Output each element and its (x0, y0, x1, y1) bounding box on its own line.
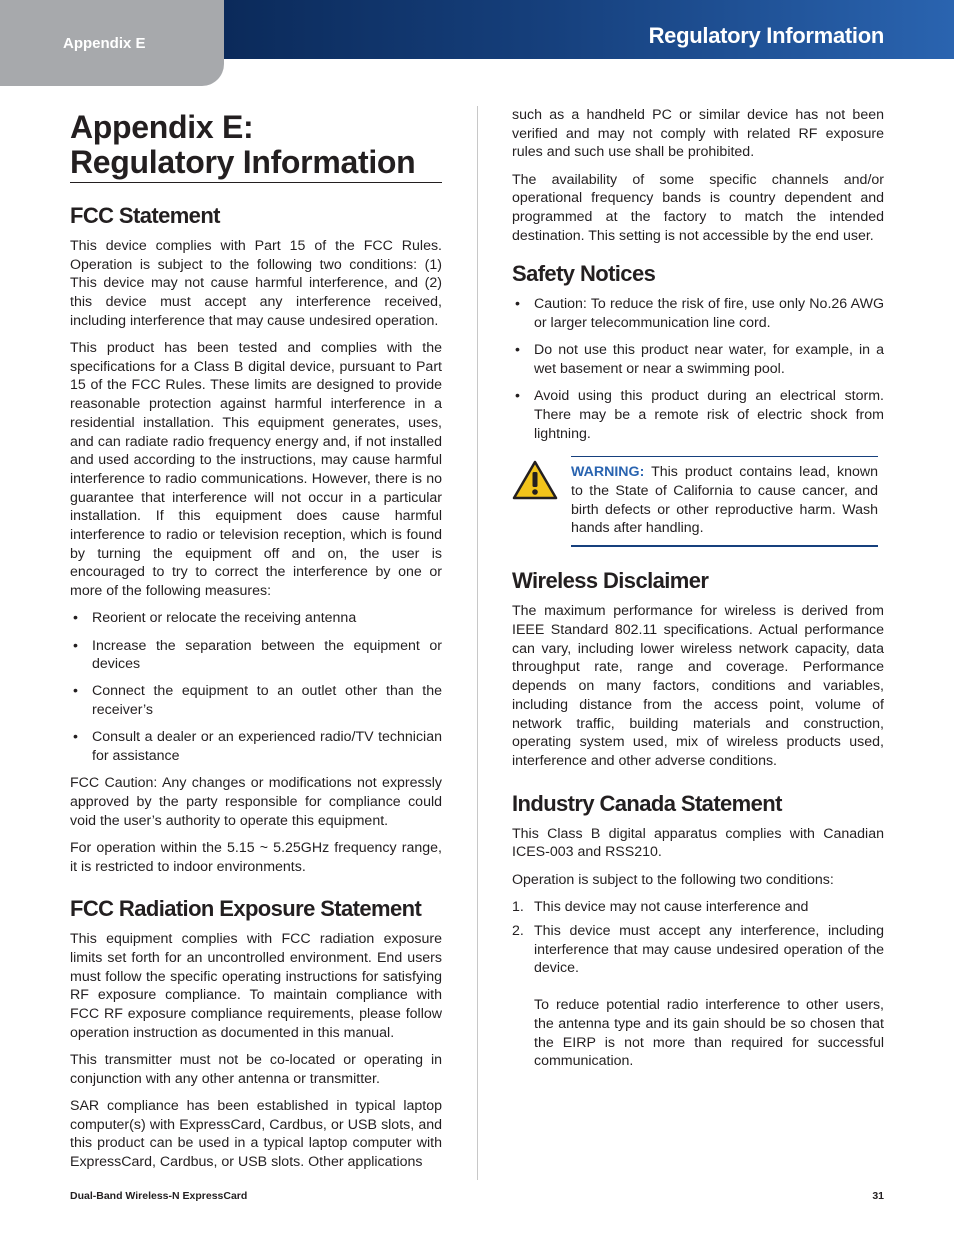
fcc-paragraph-1: This device complies with Part 15 of the FCC Rules. Operation is subject to the following two conditions: (1) This device may not cause harmful interference, and (2) this device must accept any interference received, including interference that may cause undesired operation. (70, 238, 442, 329)
warning-triangle-icon (512, 460, 558, 500)
list-item: • Consult a dealer or an experienced radio/TV technician for assistance (70, 728, 442, 765)
list-text: This device must accept any interference, including interference that may cause undesired operation of the device. (534, 922, 884, 977)
list-extra-text: To reduce potential radio interference to other users, the antenna type and its gain should be so chosen that the EIRP is not more than required for successful communication. (534, 997, 884, 1070)
page-title-line2: Regulatory Information (70, 144, 416, 180)
column-divider (477, 106, 478, 1180)
list-item (512, 922, 884, 1071)
wireless-paragraph: The maximum performance for wireless is derived from IEEE Standard 802.11 specifications. Actual performance can vary, including lower wireless network capacity, data throughput rate, range and coverage. Performance depends on many factors, conditions and variables, including distance from the access point, volume of network traffic, building materials and construction, operating system used, mix of wireless products used, interference and other adverse conditions. (512, 603, 884, 769)
fcc-caution: FCC Caution: Any changes or modifications not expressly approved by the party responsible for compliance could void the user’s authority to operate this equipment. (70, 775, 442, 829)
warning-text: This product contains lead, known to the State of California to cause cancer, and birth defects or other reproductive harm. Wash hands after handling. (571, 464, 878, 537)
page-title (70, 110, 442, 183)
warning-text-box (571, 456, 878, 547)
continued-paragraph-1: such as a handheld PC or similar device has not been verified and may not comply with related RF exposure rules and such use shall be prohibited. (512, 107, 884, 161)
fcc-paragraph-2: This product has been tested and complies with the specifications for a Class B digital device, pursuant to Part 15 of the FCC Rules. These limits are designed to provide reasonable protection against harmful interference in a residential installation. This equipment generates, uses, and can radiate radio frequency energy and, if not installed and used according to the instructions, may cause harmful interference to radio communications. However, there is no guarantee that interference will not occur in a particular installation. If this equipment does cause harmful interference to radio or television reception, which is found by turning the equipment off and on, the user is encouraged to try to correct the interference by one or more of the following measures: (70, 340, 442, 600)
fcc-statement-heading: FCC Statement (70, 203, 220, 228)
radiation-exposure-heading: FCC Radiation Exposure Statement (70, 896, 422, 922)
safety-notices-heading: Safety Notices (512, 261, 656, 287)
page-title-line1: Appendix E: (70, 109, 254, 145)
radiation-paragraph-3: SAR compliance has been established in typical laptop computer(s) with ExpressCard, Cardbus, or USB slots, and this product can be used in a typical laptop computer with ExpressCard, Cardbus, or USB slots. Other applications (70, 1097, 442, 1171)
section-title: Regulatory Information (648, 23, 884, 48)
radiation-paragraph-1: This equipment complies with FCC radiation exposure limits set forth for an uncontrolled environment. End users must follow the specific operating instructions for satisfying RF exposure compliance. To maintain compliance with FCC RF exposure compliance requirements, please follow operation instruction as documented in this manual. (70, 931, 442, 1041)
list-item: • Connect the equipment to an outlet other than the receiver’s (70, 682, 442, 719)
ic-paragraph-1: This Class B digital apparatus complies with Canadian ICES-003 and RSS210. (512, 825, 884, 861)
header-bar (224, 0, 954, 59)
industry-canada-heading: Industry Canada Statement (512, 790, 782, 816)
list-text: This device may not cause interference and (534, 898, 809, 915)
header-tab-label: Appendix E (63, 35, 146, 52)
continued-paragraph-2: The availability of some specific channels and/or operational frequency bands is country dependent and programmed at the factory to match the intended destination. This setting is not accessible by the end user. (512, 171, 884, 244)
warning-label: WARNING: (571, 464, 645, 481)
fcc-measures-list (70, 609, 442, 765)
list-item: • Reorient or relocate the receiving antenna (70, 609, 442, 628)
header-tab (0, 0, 224, 86)
right-column (512, 106, 884, 1076)
list-item: • Increase the separation between the equipment or devices (70, 637, 442, 674)
left-column (70, 106, 442, 1180)
fcc-frequency-note: For operation within the 5.15 ~ 5.25GHz frequency range, it is restricted to indoor environments. (70, 839, 442, 875)
warning-callout (512, 456, 884, 548)
list-item: • Caution: To reduce the risk of fire, use only No.26 AWG or larger telecommunication line cord. (512, 295, 884, 332)
list-number: 2. (512, 922, 524, 939)
list-item: • Avoid using this product during an electrical storm. There may be a remote risk of electric shock from lightning. (512, 387, 884, 443)
footer-page-number: 31 (872, 1190, 884, 1202)
footer-product: Dual-Band Wireless-N ExpressCard (70, 1190, 248, 1202)
radiation-paragraph-2: This transmitter must not be co-located or operating in conjunction with any other antenna or transmitter. (70, 1052, 442, 1087)
safety-list (512, 295, 884, 443)
wireless-disclaimer-heading: Wireless Disclaimer (512, 568, 709, 594)
list-number: 1. (512, 898, 524, 915)
ic-conditions-list (512, 898, 884, 1071)
list-item (512, 898, 884, 917)
list-item: • Do not use this product near water, for example, in a wet basement or near a swimming pool. (512, 341, 884, 378)
ic-paragraph-2: Operation is subject to the following two conditions: (512, 871, 834, 888)
